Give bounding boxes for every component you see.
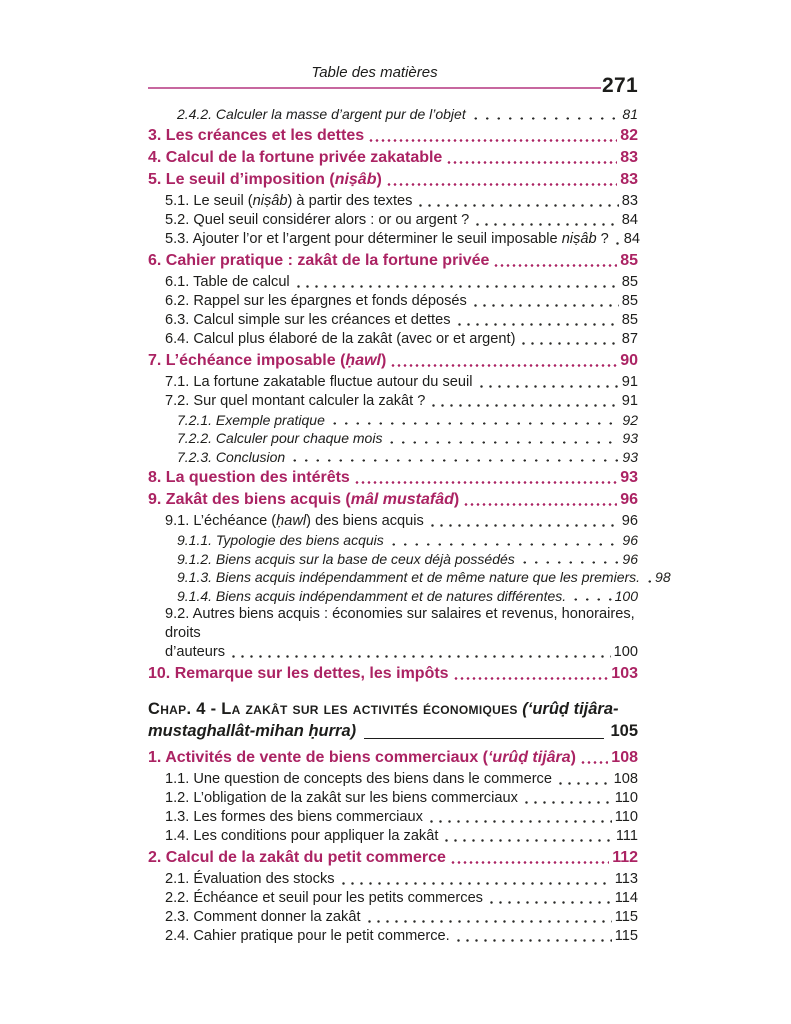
page-ref: 100: [614, 587, 638, 604]
dot-leader: [365, 908, 612, 927]
entry-text: 6.4. Calcul plus élaboré de la zakât (avec or et argent): [165, 330, 516, 347]
entry-text: 2.3. Comment donner la zakât: [165, 909, 361, 925]
toc-entry: [148, 908, 638, 927]
entry-text: 7.1. La fortune zakatable fluctue autour du seuil: [165, 373, 473, 390]
entry-text: 9.2. Autres biens acquis : économies sur salaires et revenus, honoraires, droits: [165, 606, 635, 641]
page-ref: 91: [621, 373, 638, 390]
toc-entry: [148, 770, 638, 789]
page-ref: 85: [620, 251, 638, 269]
entry-text: 6.2. Rappel sur les épargnes et fonds déposés: [165, 292, 467, 309]
dot-leader: [570, 587, 612, 606]
entry-text: 6.1. Table de calcul: [165, 273, 290, 290]
entry-text: 9.1. L’échéance (ḥawl) des biens acquis: [165, 513, 424, 529]
entry-text: 1.3. Les formes des biens commerciaux: [165, 809, 423, 825]
toc-entry: [148, 870, 638, 889]
page-ref: 112: [612, 849, 638, 866]
entry-text: 3. Les créances et les dettes: [148, 126, 365, 144]
page-ref: 96: [620, 491, 638, 508]
page-ref: 110: [614, 809, 638, 825]
toc-entry: [148, 411, 638, 430]
toc-entry: [148, 748, 638, 768]
toc-entry: [148, 808, 638, 827]
entry-text: 9. Zakât des biens acquis (mâl mustafâd): [148, 491, 460, 508]
dot-leader: [519, 330, 618, 349]
toc-entry: [148, 468, 638, 488]
entry-text: 9.1.4. Biens acquis indépendamment et de natures différentes.: [177, 587, 567, 604]
entry-text: 6. Cahier pratique : zakât de la fortune privée: [148, 251, 490, 269]
dot-leader: [644, 568, 652, 587]
toc-entry: [148, 848, 638, 868]
entry-text: 4. Calcul de la fortune privée zakatable: [148, 148, 443, 166]
entry-text: 9.1.1. Typologie des biens acquis: [177, 532, 384, 548]
dot-leader: [519, 550, 620, 569]
dot-leader: [471, 292, 619, 311]
page-ref: 87: [621, 330, 638, 347]
dot-leader: [416, 192, 618, 211]
toc-entry: [148, 392, 638, 411]
page-ref: 100: [613, 644, 638, 660]
entry-text: 1. Activités de vente de biens commerciaux (‘urûḍ tijâra): [148, 749, 576, 766]
dot-leader: [473, 211, 619, 230]
dot-leader: [354, 468, 617, 488]
toc-entry: [148, 512, 638, 531]
dot-leader: [613, 230, 621, 249]
entry-text: 7.2. Sur quel montant calculer la zakât ?: [165, 392, 426, 409]
entry-text: 1.4. Les conditions pour appliquer la zakât: [165, 828, 439, 844]
entry-text: 2.4. Cahier pratique pour le petit commerce.: [165, 928, 450, 944]
entry-text: 6.3. Calcul simple sur les créances et dettes: [165, 311, 451, 328]
chapter-title-line2: mustaghallât-mihan ḥurra) 105: [148, 722, 638, 740]
dot-leader: [463, 490, 617, 510]
page-ref: 93: [620, 469, 638, 486]
page-ref: 90: [620, 351, 638, 369]
entry-text: 2.1. Évaluation des stocks: [165, 871, 335, 887]
page-ref: 114: [614, 890, 638, 906]
entry-text: 7.2.3. Conclusion: [177, 448, 286, 465]
page-ref: 96: [622, 532, 638, 548]
page-ref: 84: [621, 211, 638, 228]
table-of-contents: [148, 105, 671, 946]
page-ref: 85: [621, 273, 638, 290]
page-ref: 85: [621, 311, 638, 328]
dot-leader: [428, 512, 619, 531]
toc-entry: [148, 429, 638, 448]
page-ref: 84: [623, 230, 640, 247]
toc-entry: [148, 330, 638, 349]
dot-leader: [487, 889, 612, 908]
entry-text: 7.2.1. Exemple pratique: [177, 411, 325, 428]
toc-entry: [148, 448, 638, 467]
dot-leader: [442, 827, 612, 846]
entry-text: 5.2. Quel seuil considérer alors : or ou argent ?: [165, 211, 470, 228]
toc-entry: [148, 587, 638, 606]
dot-leader: [522, 789, 612, 808]
entry-text: 1.2. L’obligation de la zakât sur les biens commerciaux: [165, 790, 518, 806]
page-ref: 96: [621, 513, 638, 529]
page-ref: 103: [611, 665, 638, 682]
toc-entry: [148, 192, 638, 211]
page-ref: 111: [615, 828, 638, 844]
dot-leader: [368, 126, 617, 146]
entry-text: 2.4.2. Calculer la masse d’argent pur de l’objet: [177, 106, 466, 122]
dot-leader: [339, 870, 612, 889]
dot-leader: [229, 643, 611, 662]
toc-entry: [148, 251, 638, 271]
page-ref: 113: [614, 871, 638, 887]
entry-text: 2. Calcul de la zakât du petit commerce: [148, 849, 446, 866]
entry-text: 5. Le seuil d’imposition (niṣâb): [148, 170, 382, 188]
entry-text: 1.1. Une question de concepts des biens dans le commerce: [165, 771, 552, 787]
toc-entry: [148, 568, 671, 587]
toc-entry: [148, 148, 638, 168]
header-rule: [148, 87, 601, 89]
page-ref: 93: [622, 430, 638, 446]
toc-entry: [148, 273, 638, 292]
page-ref: 82: [620, 126, 638, 144]
entry-text: 5.3. Ajouter l’or et l’argent pour déterminer le seuil imposable niṣâb ?: [165, 230, 609, 247]
dot-leader: [386, 170, 617, 190]
dot-leader: [427, 808, 612, 827]
toc-entry: [148, 664, 638, 684]
entry-text: 8. La question des intérêts: [148, 469, 350, 486]
page-number: 271: [602, 74, 638, 97]
page-ref: 105: [610, 722, 638, 740]
chapter-heading: [148, 698, 638, 742]
page-ref: 110: [614, 790, 638, 806]
dot-leader: [453, 664, 609, 684]
toc-entry: [148, 927, 638, 946]
running-title: Table des matières: [311, 64, 438, 81]
page-ref: 92: [622, 411, 638, 428]
toc-entry: [148, 827, 638, 846]
toc-entry: [148, 490, 638, 510]
page-header: [148, 64, 638, 97]
dot-leader: [470, 105, 620, 124]
entry-text: 2.2. Échéance et seuil pour les petits commerces: [165, 890, 483, 906]
page-ref: 83: [621, 192, 638, 209]
toc-entry: [148, 292, 638, 311]
dot-leader: [329, 411, 620, 430]
toc-entry: [148, 889, 638, 908]
header-left: [148, 64, 601, 89]
toc-entry: [148, 105, 638, 124]
entry-text-continued: d’auteurs: [165, 644, 226, 660]
dot-leader: [454, 927, 612, 946]
toc-entry: [148, 373, 638, 392]
toc-entry: [148, 211, 638, 230]
dot-leader: [386, 429, 619, 448]
toc-entry: [148, 351, 638, 371]
dot-leader: [580, 748, 608, 768]
page-ref: 115: [614, 928, 638, 944]
dot-leader: [493, 251, 617, 271]
dot-leader: [556, 770, 611, 789]
chapter-title-line1: Chap. 4 - La zakât sur les activités économiques (‘urûḍ tijâra-: [148, 700, 619, 718]
toc-entry: [148, 531, 638, 550]
page-ref: 108: [613, 771, 638, 787]
page-ref: 115: [614, 909, 638, 925]
entry-text: 5.1. Le seuil (niṣâb) à partir des textes: [165, 192, 413, 209]
toc-entry: [148, 170, 638, 190]
page-ref: 81: [622, 106, 638, 122]
toc-entry: [148, 789, 638, 808]
dot-leader: [390, 351, 617, 371]
dot-leader: [388, 531, 620, 550]
page-ref: 98: [655, 569, 671, 585]
toc-entry: [148, 230, 638, 249]
toc-entry: [148, 126, 638, 146]
dot-leader: [455, 311, 619, 330]
dot-leader: [294, 273, 619, 292]
page-ref: 83: [620, 148, 638, 166]
toc-entry: [148, 311, 638, 330]
page-ref: 83: [620, 170, 638, 188]
rule-leader: [364, 720, 604, 739]
entry-text: 7. L’échéance imposable (ḥawl): [148, 351, 387, 369]
page-ref: 93: [622, 448, 638, 465]
page-ref: 108: [611, 749, 638, 766]
entry-text: 9.1.2. Biens acquis sur la base de ceux déjà possédés: [177, 550, 515, 567]
page-ref: 91: [621, 392, 638, 409]
toc-entry: [148, 605, 638, 662]
page-ref: 85: [621, 292, 638, 309]
dot-leader: [477, 373, 619, 392]
page-ref: 96: [622, 550, 638, 567]
entry-text: 9.1.3. Biens acquis indépendamment et de même nature que les premiers.: [177, 569, 641, 585]
entry-text: 7.2.2. Calculer pour chaque mois: [177, 430, 383, 446]
dot-leader: [289, 448, 619, 467]
dot-leader: [450, 848, 609, 868]
dot-leader: [429, 392, 618, 411]
dot-leader: [446, 148, 617, 168]
toc-entry: [148, 550, 638, 569]
entry-text: 10. Remarque sur les dettes, les impôts: [148, 665, 449, 682]
